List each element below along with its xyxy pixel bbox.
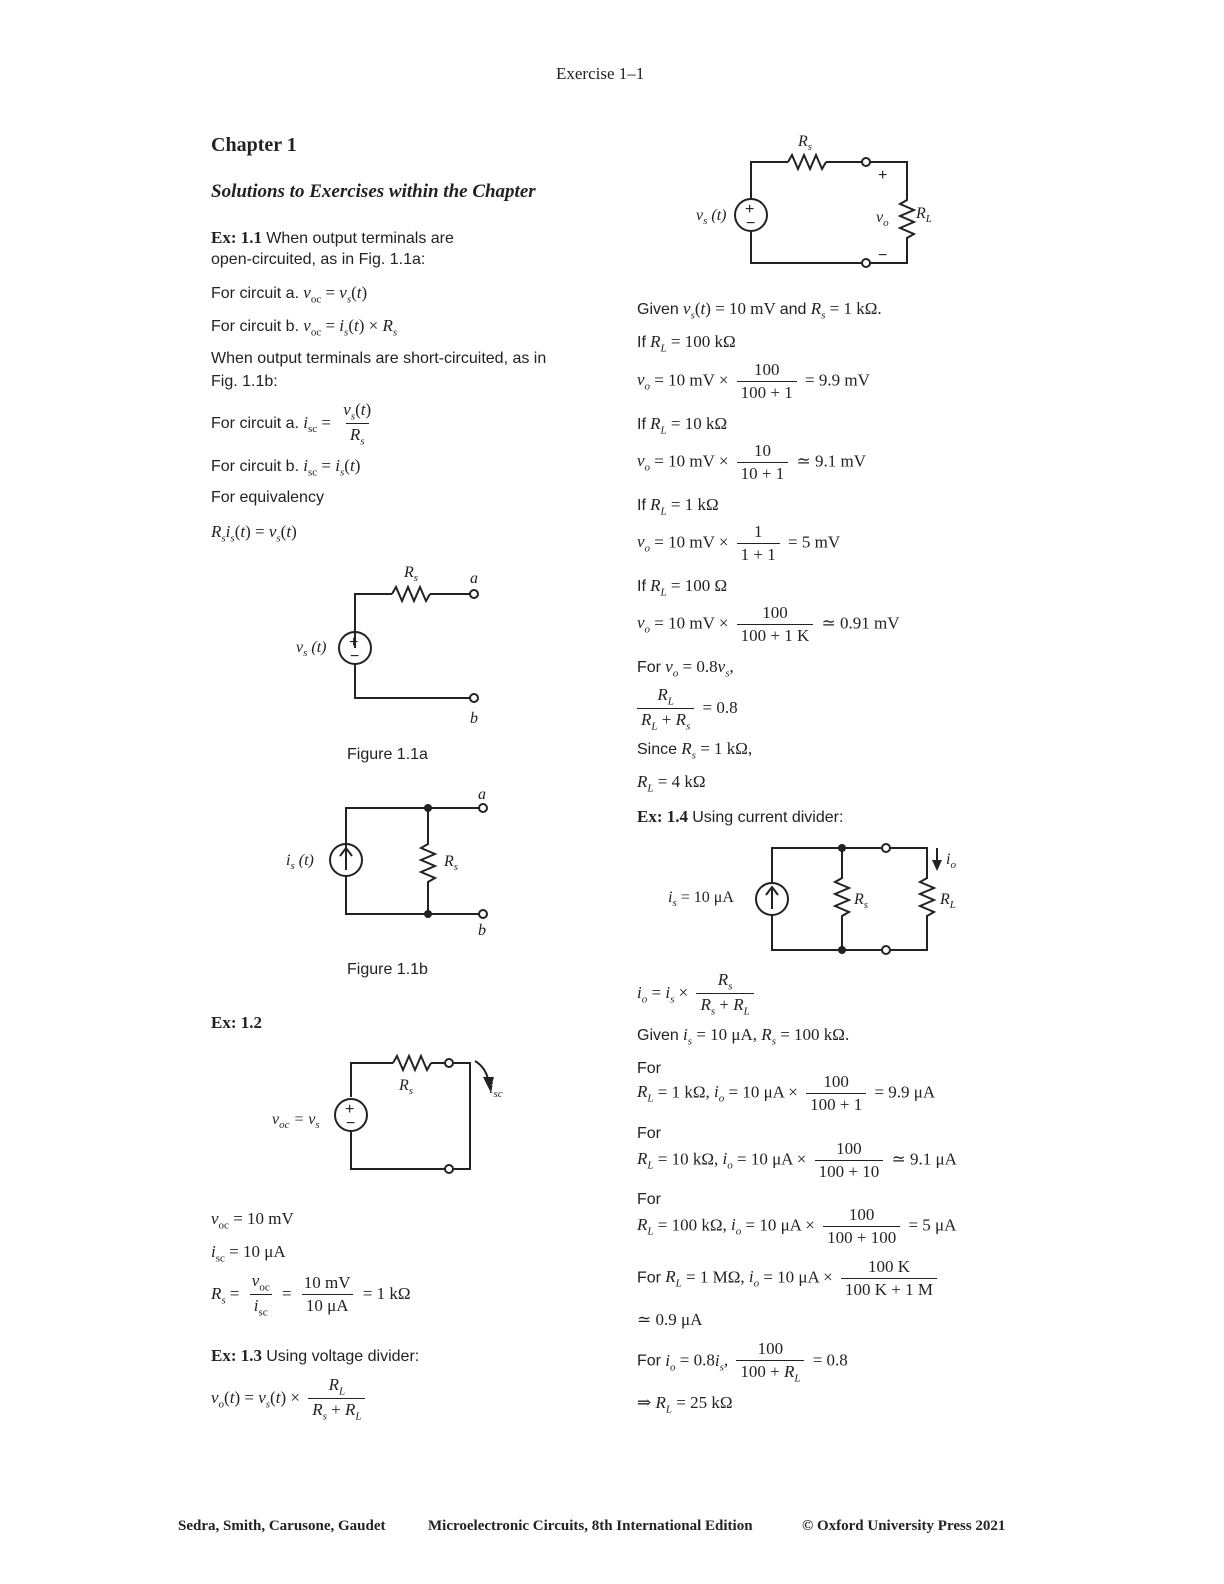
ex11-equivalency: For equivalency (211, 489, 324, 506)
eq-rs: $R_s$ = $\frac{v_{oc}}{i_{sc}}$ = $\frac{10 mV}{10 \mu A}$ = 1 kΩ (211, 1271, 411, 1319)
eq-a-oc-label: For circuit a. (211, 285, 300, 302)
ex11-sc-line1: When output terminals are short-circuited, as in (211, 350, 547, 367)
ex14-intro (637, 807, 843, 827)
ex11-intro (211, 228, 454, 248)
svg-text:+: + (349, 634, 359, 651)
ex13-case2-eq: $v_o = 10$ mV × $\frac{10}{10 + 1}$ ≃ 9.1 mV (637, 441, 867, 483)
footer-copyright: © Oxford University Press 2021 (802, 1518, 1006, 1534)
for-word: For (637, 1352, 661, 1370)
ex13-given-word: Given (637, 301, 679, 318)
ex13-since: Since $R_s = 1$ kΩ, (637, 739, 753, 762)
svg-text:−: − (350, 648, 360, 665)
svg-text:vo: $v_o$ (876, 209, 889, 229)
if-word: If (637, 497, 646, 514)
svg-text:Rs: $R_s$ (399, 1077, 414, 1097)
eq-voc: $v_{oc} = 10$ mV (211, 1209, 294, 1232)
eq-isc: $i_{sc} = 10$ μA (211, 1242, 286, 1265)
ex14-given-word: Given (637, 1027, 679, 1044)
svg-text:is (t): $i_s$ (t) (286, 852, 314, 872)
svg-text:is = 10 μA: $i_s = 10$ μA (668, 889, 734, 909)
eq-b-sc: For circuit b. $i_{sc} = i_s(t)$ (211, 456, 361, 479)
svg-text:b: b (470, 710, 478, 725)
chapter-subtitle: Solutions to Exercises within the Chapter (211, 181, 536, 202)
ex13-case4-if: If $R_L = 100$ Ω (637, 576, 728, 599)
svg-text:−: − (746, 215, 756, 232)
for-word: For (637, 1269, 661, 1287)
if-word: If (637, 578, 646, 595)
eq-a-oc: For circuit a. $v_{oc} = v_s(t)$ (211, 283, 368, 306)
ex13-circuit (690, 128, 950, 273)
svg-text:+: + (745, 201, 755, 218)
svg-text:Rs: $R_s$ (444, 853, 459, 873)
figure-1-1a-circuit (280, 560, 510, 725)
ex14-result: ⇒ $R_L = 25$ kΩ (637, 1393, 733, 1416)
svg-text:Rs: $R_s$ (854, 891, 869, 911)
eq-voltage-divider: $v_o(t) = v_s(t)$ × $\frac{R_L}{R_s + R_L}$ (211, 1375, 369, 1423)
ex13-case4-eq: $v_o = 10$ mV × $\frac{100}{100 + 1 K}$ ≃ 0.91 mV (637, 603, 900, 645)
ex14-for-1: For (637, 1060, 661, 1077)
ex14-circuit (660, 838, 980, 958)
svg-text:a: a (478, 786, 486, 803)
svg-text:−: − (878, 247, 888, 264)
ex14-case4-result: ≃ 0.9 μA (637, 1310, 703, 1329)
ex13-intro (211, 1346, 419, 1366)
ex13-case3-if: If $R_L = 1$ kΩ (637, 495, 719, 518)
since-word: Since (637, 741, 678, 758)
ex13-case3-eq: $v_o = 10$ mV × $\frac{1}{1 + 1}$ = 5 mV (637, 522, 841, 564)
ex14-for-3: For (637, 1191, 661, 1208)
ex13-label: Ex: 1.3 (211, 1346, 262, 1365)
eq-equivalency: $R_si_s(t) = v_s(t)$ (211, 522, 297, 545)
ex13-for-vo: For $v_o = 0.8v_s$, (637, 657, 734, 680)
if-word: If (637, 334, 646, 351)
eq-b-oc: For circuit b. $v_{oc} = i_s(t) \times R_s$ (211, 316, 398, 339)
svg-text:Rs: $R_s$ (404, 564, 419, 584)
ex14-case3-eq: $R_L = 100$ kΩ, $i_o = 10$ μA × $\frac{100}{100 + 100}$ = 5 μA (637, 1205, 957, 1247)
ex11-label: Ex: 1.1 (211, 228, 262, 247)
ex13-intro-text: Using voltage divider: (266, 1348, 420, 1365)
ex11-intro-line1: When output terminals are (266, 230, 454, 247)
ex14-current-divider-eq: $i_o = i_s$ × $\frac{R_s}{R_s + R_L}$ (637, 970, 758, 1018)
ex13-given: Given $v_s(t) = 10$ mV and $R_s = 1$ kΩ. (637, 299, 882, 322)
figure-1-1a-caption: Figure 1.1a (347, 746, 428, 763)
ex14-label: Ex: 1.4 (637, 807, 688, 826)
footer-authors: Sedra, Smith, Carusone, Gaudet (178, 1518, 386, 1534)
ex14-intro-text: Using current divider: (692, 809, 844, 826)
svg-text:RL: $R_L$ (940, 891, 956, 911)
ex11-intro-line2: open-circuited, as in Fig. 1.1a: (211, 251, 426, 268)
eq-a-sc-label: For circuit a. (211, 414, 300, 432)
svg-text:isc: $i_{sc}$ (489, 1080, 503, 1100)
ex13-result: $R_L = 4$ kΩ (637, 772, 706, 795)
ex13-case2-if: If $R_L = 10$ kΩ (637, 414, 728, 437)
footer-book: Microelectronic Circuits, 8th International Edition (428, 1518, 753, 1534)
svg-text:+: + (878, 167, 888, 184)
ex12-label: Ex: 1.2 (211, 1013, 262, 1032)
svg-text:a: a (470, 570, 478, 587)
ex14-case1-eq: $R_L = 1$ kΩ, $i_o = 10$ μA × $\frac{100}{100 + 1}$ = 9.9 μA (637, 1072, 936, 1114)
ex13-case1-eq: $v_o = 10$ mV × $\frac{100}{100 + 1}$ = 9.9 mV (637, 360, 870, 402)
svg-text:−: − (346, 1115, 356, 1132)
svg-text:+: + (345, 1101, 355, 1118)
ex13-case1-if: If $R_L = 100$ kΩ (637, 332, 736, 355)
svg-text:voc = vs: $v_{oc} = v_s$ (272, 1111, 320, 1131)
ex13-and-word: and (779, 301, 807, 318)
ex14-for-2: For (637, 1125, 661, 1142)
svg-text:Rs: $R_s$ (798, 133, 813, 153)
chapter-title: Chapter 1 (211, 134, 297, 156)
svg-text:RL: $R_L$ (916, 205, 932, 225)
eq-a-sc: For circuit a. $i_{sc}$ = $\frac{v_s(t)}{R_s}$ (211, 400, 372, 448)
eq-b-oc-label: For circuit b. (211, 318, 300, 335)
ex13-ratio-eq: $\frac{R_L}{R_L + R_s}$ = 0.8 (633, 685, 738, 733)
figure-1-1b-caption: Figure 1.1b (347, 961, 428, 978)
ex14-case4-eq: For $R_L = 1$ MΩ, $i_o = 10$ μA × $\frac{100 K}{100 K + 1 M}$ (637, 1257, 941, 1300)
svg-text:vs (t): $v_s$ (t) (296, 639, 327, 659)
ex11-sc-line2: Fig. 1.1b: (211, 373, 278, 390)
figure-1-1b-circuit (280, 782, 510, 942)
svg-text:vs (t): $v_s$ (t) (696, 207, 727, 227)
ex14-given: Given $i_s = 10$ μA, $R_s = 100$ kΩ. (637, 1025, 850, 1048)
page-header: Exercise 1–1 (556, 64, 645, 83)
svg-text:b: b (478, 922, 486, 939)
svg-text:io: $i_o$ (946, 851, 956, 871)
ex14-case2-eq: $R_L = 10$ kΩ, $i_o = 10$ μA × $\frac{100}{100 + 10}$ ≃ 9.1 μA (637, 1139, 957, 1181)
ex12-circuit (265, 1045, 520, 1180)
if-word: If (637, 416, 646, 433)
ex14-ratio-eq: For $i_o = 0.8i_s$, $\frac{100}{100 + R_L}$ = 0.8 (637, 1339, 848, 1385)
for-word: For (637, 659, 661, 676)
eq-b-sc-label: For circuit b. (211, 458, 300, 475)
